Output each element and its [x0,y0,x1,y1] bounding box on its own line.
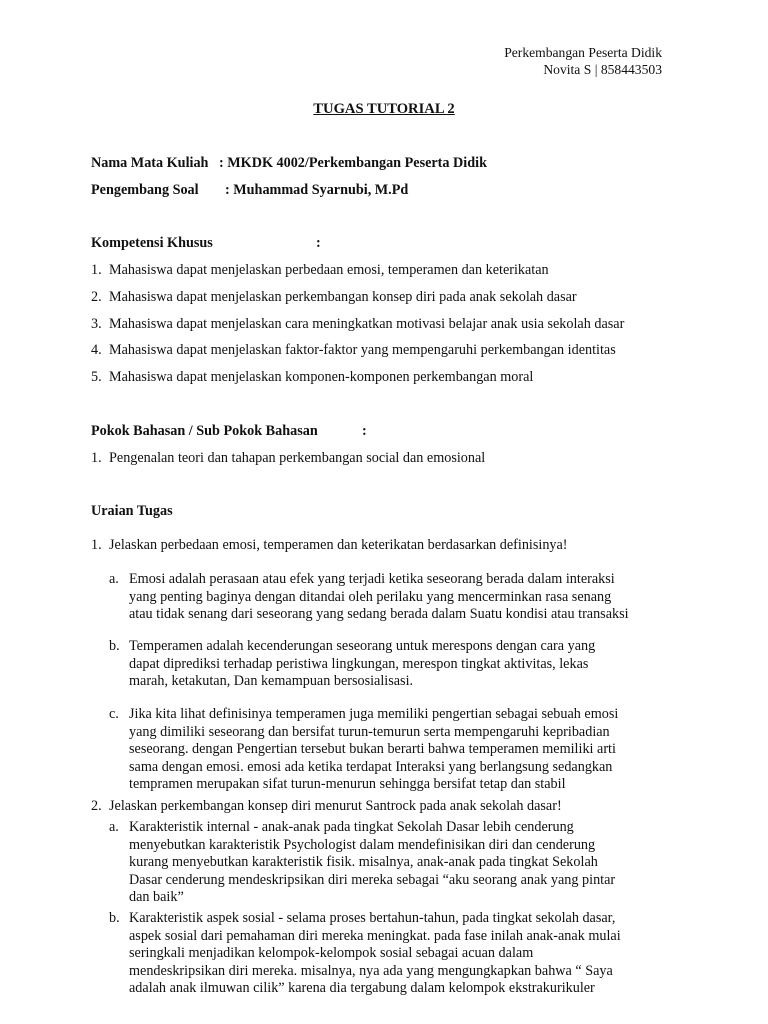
answer-paragraph [129,706,618,794]
list-item-number: 2. [91,289,102,305]
answer-line: Emosi adalah perasaan atau efek yang terjadi ketika seseorang berada dalam interaksi [129,571,615,587]
answer-line: dan baik” [129,889,184,906]
list-item-text: Mahasiswa dapat menjelaskan perbedaan emosi, temperamen dan keterikatan [109,262,549,278]
answer-line: seringkali menjadikan kelompok-kelompok sosial sebagai acuan dalam [129,945,534,962]
pokok-heading: Pokok Bahasan / Sub Pokok Bahasan [91,423,318,439]
answer-label: a. [109,571,119,587]
kompetensi-heading: Kompetensi Khusus [91,235,213,251]
list-item-text: Mahasiswa dapat menjelaskan perkembangan konsep diri pada anak sekolah dasar [109,289,577,305]
course-label: Nama Mata Kuliah [91,155,209,171]
list-item-number: 3. [91,316,102,332]
answer-line: seseorang. dengan Pengertian tersebut bukan berarti bahwa temperamen memiliki arti [129,741,616,758]
list-item-number: 4. [91,342,102,358]
question-text: Jelaskan perbedaan emosi, temperamen dan keterikatan berdasarkan definisinya! [109,537,568,553]
answer-line: marah, ketakutan, Dan kemampuan bersosialisasi. [129,673,414,690]
answer-line: Temperamen adalah kecenderungan seseorang untuk merespons dengan cara yang [129,638,596,654]
page-header [504,44,662,78]
list-item-text: Pengenalan teori dan tahapan perkembangan social dan emosional [109,450,486,466]
answer-line: Jika kita lihat definisinya temperamen juga memiliki pengertian sebagai sebuah emosi [129,706,619,722]
list-item-number: 1. [91,262,102,278]
header-course: Perkembangan Peserta Didik [504,45,662,60]
pokok-colon: : [362,423,367,439]
answer-line: mendeskripsikan diri mereka. misalnya, nya ada yang mengungkapkan bahwa “ Saya [129,962,613,979]
answer-line: tempramen merupakan sifat turun-menurun sehingga bersifat tetap dan stabil [129,776,566,793]
answer-line: dapat diprediksi terhadap peristiwa lingkungan, merespon tingkat aktivitas, lekas [129,655,589,672]
answer-line: Karakteristik internal - anak-anak pada tingkat Sekolah Dasar lebih cenderung [129,819,574,835]
answer-paragraph [129,571,629,624]
question-number: 2. [91,798,102,814]
answer-label: b. [109,638,120,654]
kompetensi-colon: : [316,235,321,251]
question-number: 1. [91,537,102,553]
page-title: TUGAS TUTORIAL 2 [313,101,455,117]
answer-line: atau tidak senang dari seseorang yang sedang berada dalam Suatu kondisi atau transaksi [129,606,629,623]
answer-line: kurang menyebutkan karakteristik fisik. misalnya, anak-anak pada tingkat Sekolah [129,854,598,871]
answer-line: sama dengan emosi. emosi ada ketika terdapat Interaksi yang berlangsung sedangkan [129,758,613,775]
header-student: Novita S | 858443503 [543,62,662,77]
answer-line: yang penting baginya dengan ditandai oleh perilaku yang mencerminkan rasa senang [129,588,612,605]
answer-line: Karakteristik aspek sosial - selama proses bertahun-tahun, pada tingkat sekolah dasar, [129,910,616,926]
answer-label: a. [109,819,119,835]
list-item-number: 5. [91,369,102,385]
answer-line: yang dimiliki seseorang dan bersifat turun-temurun serta mempengaruhi kepribadian [129,723,610,740]
list-item-number: 1. [91,450,102,466]
answer-paragraph [129,638,595,691]
answer-paragraph [129,910,621,998]
answer-line: Dasar cenderung mendeskripsikan diri mereka sebagai “aku seorang anak yang pintar [129,871,616,888]
answer-label: b. [109,910,120,926]
list-item-text: Mahasiswa dapat menjelaskan cara meningkatkan motivasi belajar anak usia sekolah dasar [109,316,625,332]
answer-label: c. [109,706,119,722]
course-value: : MKDK 4002/Perkembangan Peserta Didik [219,155,487,171]
list-item-text: Mahasiswa dapat menjelaskan komponen-komponen perkembangan moral [109,369,534,385]
answer-line: aspek sosial dari pemahaman diri mereka meningkat. pada fase inilah anak-anak mulai [129,927,621,944]
answer-line: menyebutkan karakteristik Psychologist dalam mendefinisikan diri dan cenderung [129,836,596,853]
list-item-text: Mahasiswa dapat menjelaskan faktor-faktor yang mempengaruhi perkembangan identitas [109,342,616,358]
answer-paragraph [129,819,615,907]
author-value: : Muhammad Syarnubi, M.Pd [225,182,409,198]
question-text: Jelaskan perkembangan konsep diri menurut Santrock pada anak sekolah dasar! [109,798,562,814]
author-label: Pengembang Soal [91,182,199,198]
answer-line: adalah anak ilmuwan cilik” karena dia tergabung dalam kelompok ekstrakurikuler [129,980,595,997]
uraian-heading: Uraian Tugas [91,503,173,519]
